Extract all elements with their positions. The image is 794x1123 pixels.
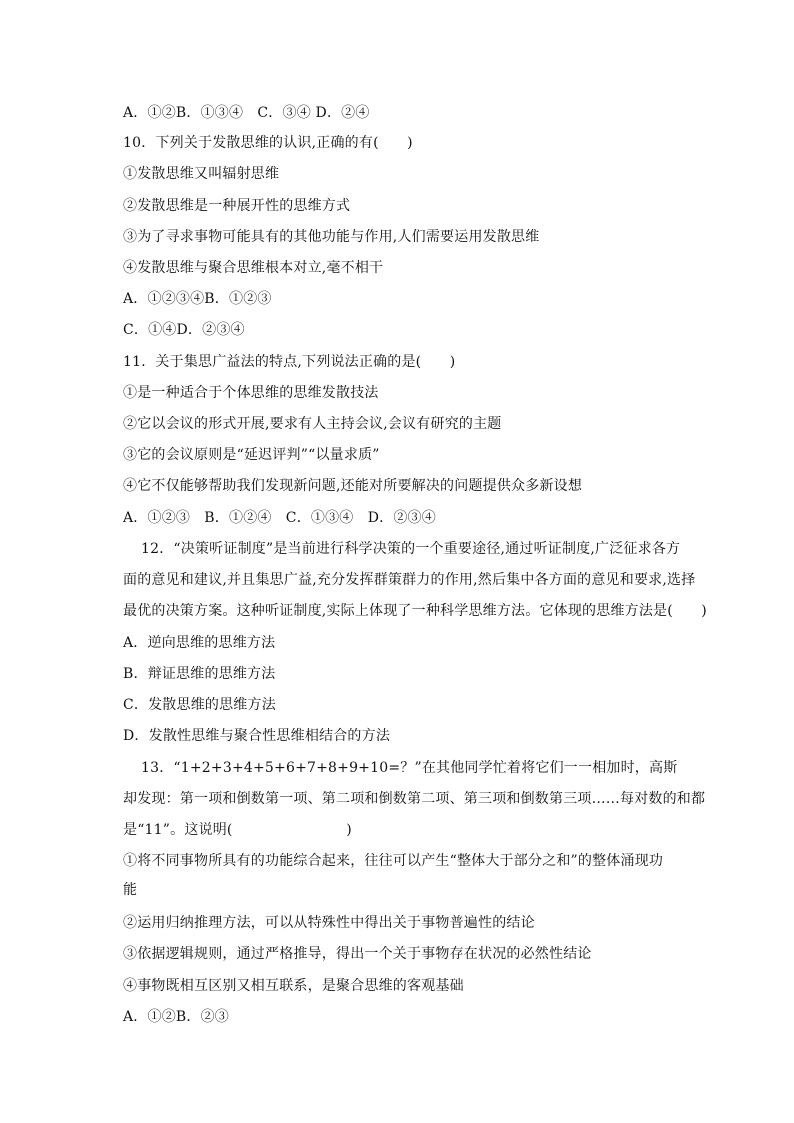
q11-answer-options: A．①②③ B．①②④ C．①③④ D．②③④ <box>123 510 436 526</box>
q13-statement-1-cont: 能 <box>123 882 138 898</box>
q13-statement-2: ②运用归纳推理方法，可以从特殊性中得出关于事物普遍性的结论 <box>123 915 535 931</box>
q9-answer-options: A．①②B．①③④ C．③④ D．②④ <box>123 105 370 121</box>
q11-stem: 11．关于集思广益法的特点,下列说法正确的是( ) <box>123 354 456 370</box>
q12-stem-line-2: 面的意见和建议,并且集思广益,充分发挥群策群力的作用,然后集中各方面的意见和要求,选择 <box>123 572 696 588</box>
q12-stem-line-3: 最优的决策方案。这种听证制度,实际上体现了一种科学思维方法。它体现的思维方法是( ) <box>123 603 707 619</box>
q10-options-cd: C．①④D．②③④ <box>123 322 245 338</box>
q12-option-a: A．逆向思维的思维方法 <box>123 635 276 651</box>
q12-option-c: C．发散思维的思维方法 <box>123 697 276 713</box>
q12-option-d: D．发散性思维与聚合性思维相结合的方法 <box>123 728 391 744</box>
q11-statement-3: ③它的会议原则是“延迟评判”“以量求质” <box>123 447 380 463</box>
q13-answer-options: A．①②B．②③ <box>123 1009 229 1025</box>
q10-statement-2: ②发散思维是一种展开性的思维方式 <box>123 198 351 214</box>
q10-options-ab: A．①②③④B．①②③ <box>123 291 272 307</box>
q12-stem-line-1: 12．“决策听证制度”是当前进行科学决策的一个重要途径,通过听证制度,广泛征求各方 <box>141 541 681 557</box>
q13-stem-line-2: 却发现：第一项和倒数第一项、第二项和倒数第二项、第三项和倒数第三项……每对数的和都 <box>123 791 706 807</box>
q13-statement-4: ④事物既相互区别又相互联系，是聚合思维的客观基础 <box>123 978 464 994</box>
q13-statement-3: ③依据逻辑规则，通过严格推导，得出一个关于事物存在状况的必然性结论 <box>123 946 592 962</box>
q11-statement-1: ①是一种适合于个体思维的思维发散技法 <box>123 385 379 401</box>
q10-statement-1: ①发散思维又叫辐射思维 <box>123 166 280 182</box>
q13-statement-1: ①将不同事物所具有的功能综合起来，往往可以产生“整体大于部分之和”的整体涌现功 <box>123 853 664 869</box>
q10-stem: 10．下列关于发散思维的认识,正确的有( ) <box>123 135 413 151</box>
q12-option-b: B．辩证思维的思维方法 <box>123 666 276 682</box>
q11-statement-4: ④它不仅能够帮助我们发现新问题,还能对所要解决的问题提供众多新设想 <box>123 478 583 494</box>
q10-statement-3: ③为了寻求事物可能具有的其他功能与作用,人们需要运用发散思维 <box>123 229 540 245</box>
q13-stem-line-1: 13．“1+2+3+4+5+6+7+8+9+10=？”在其他同学忙着将它们一一相加时，高斯 <box>141 760 678 776</box>
q11-statement-2: ②它以会议的形式开展,要求有人主持会议,会议有研究的主题 <box>123 416 502 432</box>
q13-stem-line-3: 是“11”。这说明( ) <box>123 822 352 838</box>
q10-statement-4: ④发散思维与聚合思维根本对立,毫不相干 <box>123 260 384 276</box>
